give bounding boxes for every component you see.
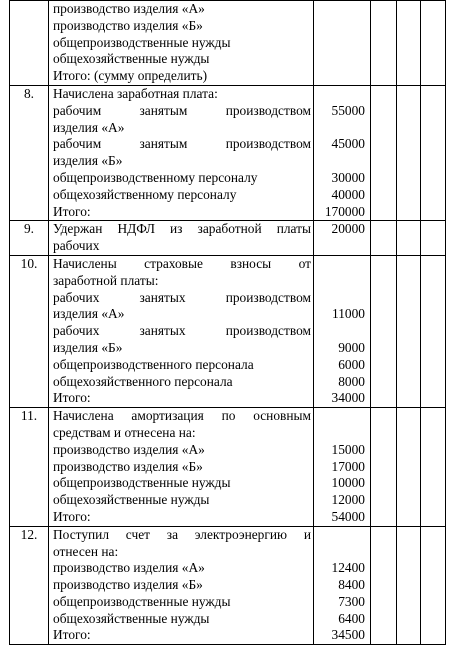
debit-cell bbox=[371, 221, 397, 256]
amount-value bbox=[314, 408, 370, 425]
operations-table bbox=[9, 0, 446, 645]
credit-cell bbox=[397, 1, 421, 86]
description-line: производство изделия «А» bbox=[53, 560, 205, 576]
amount-value: 55000 bbox=[331, 102, 365, 118]
note-cell bbox=[421, 85, 446, 220]
credit-cell bbox=[397, 408, 421, 527]
operation-description bbox=[49, 526, 314, 645]
amount-value: 12400 bbox=[331, 560, 365, 576]
description-line: изделия «А» bbox=[53, 306, 125, 322]
description-line: рабочих занятых производством bbox=[53, 289, 311, 305]
credit-cell bbox=[397, 85, 421, 220]
amount-value bbox=[314, 51, 370, 68]
amount-value: 34500 bbox=[331, 627, 365, 643]
amount-value: 12000 bbox=[331, 492, 365, 508]
amount-cell bbox=[314, 1, 371, 86]
debit-cell bbox=[371, 85, 397, 220]
amount-value: 10000 bbox=[331, 475, 365, 491]
description-line: изделия «Б» bbox=[53, 339, 123, 355]
description-line: средствам и отнесена на: bbox=[53, 424, 196, 440]
table-row bbox=[10, 221, 446, 256]
description-line: Начислены страховые взносы от bbox=[53, 255, 311, 271]
description-line: общепроизводственные нужды bbox=[53, 34, 231, 50]
description-line: Удержан НДФЛ из заработной платы bbox=[53, 221, 311, 237]
row-number: 12. bbox=[10, 526, 49, 645]
debit-cell bbox=[371, 408, 397, 527]
amount-value: 6400 bbox=[338, 610, 365, 626]
amount-value bbox=[314, 18, 370, 35]
description-line: общехозяйственного персонала bbox=[53, 373, 233, 389]
table-row bbox=[10, 85, 446, 220]
amount-cell bbox=[314, 221, 371, 256]
note-cell bbox=[421, 221, 446, 256]
amount-value: 34000 bbox=[331, 390, 365, 406]
description-line: рабочих bbox=[53, 238, 100, 254]
description-line: заработной платы: bbox=[53, 272, 159, 288]
description-line: общепроизводственные нужды bbox=[53, 593, 231, 609]
amount-value bbox=[314, 153, 370, 170]
description-line: производство изделия «Б» bbox=[53, 577, 203, 593]
debit-cell bbox=[371, 1, 397, 86]
amount-cell bbox=[314, 526, 371, 645]
description-line: Итого: (сумму определить) bbox=[53, 68, 208, 84]
debit-cell bbox=[371, 526, 397, 645]
amount-value bbox=[314, 120, 370, 137]
description-line: Итого: bbox=[53, 390, 91, 406]
amount-value: 45000 bbox=[331, 136, 365, 152]
amount-value bbox=[314, 323, 370, 340]
amount-value bbox=[314, 68, 370, 85]
operation-description bbox=[49, 255, 314, 407]
description-line: Начислена заработная плата: bbox=[53, 85, 218, 101]
amount-value: 8000 bbox=[338, 373, 365, 389]
credit-cell bbox=[397, 221, 421, 256]
row-number: 8. bbox=[10, 85, 49, 220]
operation-description bbox=[49, 1, 314, 86]
note-cell bbox=[421, 408, 446, 527]
operation-description bbox=[49, 221, 314, 256]
description-line: Поступил счет за электроэнергию и bbox=[53, 526, 311, 542]
table-row bbox=[10, 526, 446, 645]
amount-value bbox=[314, 544, 370, 561]
amount-value: 170000 bbox=[324, 203, 365, 219]
amount-cell bbox=[314, 408, 371, 527]
description-line: Итого: bbox=[53, 627, 91, 643]
row-number bbox=[10, 1, 49, 86]
amount-value bbox=[314, 35, 370, 52]
amount-value bbox=[314, 238, 370, 255]
amount-value: 6000 bbox=[338, 356, 365, 372]
table-row bbox=[10, 255, 446, 407]
row-number: 11. bbox=[10, 408, 49, 527]
amount-value: 9000 bbox=[338, 339, 365, 355]
operation-description bbox=[49, 85, 314, 220]
amount-value bbox=[314, 273, 370, 290]
description-line: отнесен на: bbox=[53, 543, 119, 559]
description-line: изделия «Б» bbox=[53, 153, 123, 169]
amount-value: 40000 bbox=[331, 186, 365, 202]
description-line: Начислена амортизация по основным bbox=[53, 408, 311, 424]
description-line: общехозяйственному персоналу bbox=[53, 186, 237, 202]
table-row bbox=[10, 1, 446, 86]
amount-cell bbox=[314, 255, 371, 407]
row-number: 10. bbox=[10, 255, 49, 407]
description-line: Итого: bbox=[53, 203, 91, 219]
credit-cell bbox=[397, 526, 421, 645]
description-line: рабочим занятым производством bbox=[53, 102, 311, 118]
description-line: изделия «А» bbox=[53, 119, 125, 135]
note-cell bbox=[421, 526, 446, 645]
amount-value: 11000 bbox=[332, 306, 365, 322]
amount-value bbox=[314, 290, 370, 307]
row-number: 9. bbox=[10, 221, 49, 256]
amount-value bbox=[314, 86, 370, 103]
description-line: производство изделия «А» bbox=[53, 441, 205, 457]
debit-cell bbox=[371, 255, 397, 407]
amount-value: 30000 bbox=[331, 169, 365, 185]
description-line: рабочих занятых производством bbox=[53, 323, 311, 339]
amount-value: 8400 bbox=[338, 577, 365, 593]
amount-value: 17000 bbox=[331, 458, 365, 474]
note-cell bbox=[421, 255, 446, 407]
amount-value: 7300 bbox=[338, 593, 365, 609]
operation-description bbox=[49, 408, 314, 527]
amount-value bbox=[314, 256, 370, 273]
description-line: производство изделия «А» bbox=[53, 1, 205, 16]
description-line: производство изделия «Б» bbox=[53, 458, 203, 474]
amount-value: 54000 bbox=[331, 508, 365, 524]
description-line: рабочим занятым производством bbox=[53, 136, 311, 152]
amount-cell bbox=[314, 85, 371, 220]
description-line: общехозяйственные нужды bbox=[53, 610, 210, 626]
amount-value bbox=[314, 527, 370, 544]
amount-value bbox=[314, 425, 370, 442]
amount-value: 15000 bbox=[331, 441, 365, 457]
description-line: производство изделия «Б» bbox=[53, 17, 203, 33]
note-cell bbox=[421, 1, 446, 86]
amount-value bbox=[314, 1, 370, 18]
description-line: общепроизводственному персоналу bbox=[53, 169, 258, 185]
description-line: общехозяйственные нужды bbox=[53, 492, 210, 508]
description-line: Итого: bbox=[53, 508, 91, 524]
credit-cell bbox=[397, 255, 421, 407]
operations-table-body bbox=[10, 1, 446, 645]
description-line: общехозяйственные нужды bbox=[53, 51, 210, 67]
description-line: общепроизводственные нужды bbox=[53, 475, 231, 491]
amount-value: 20000 bbox=[331, 221, 365, 237]
description-line: общепроизводственного персонала bbox=[53, 356, 254, 372]
table-row bbox=[10, 408, 446, 527]
